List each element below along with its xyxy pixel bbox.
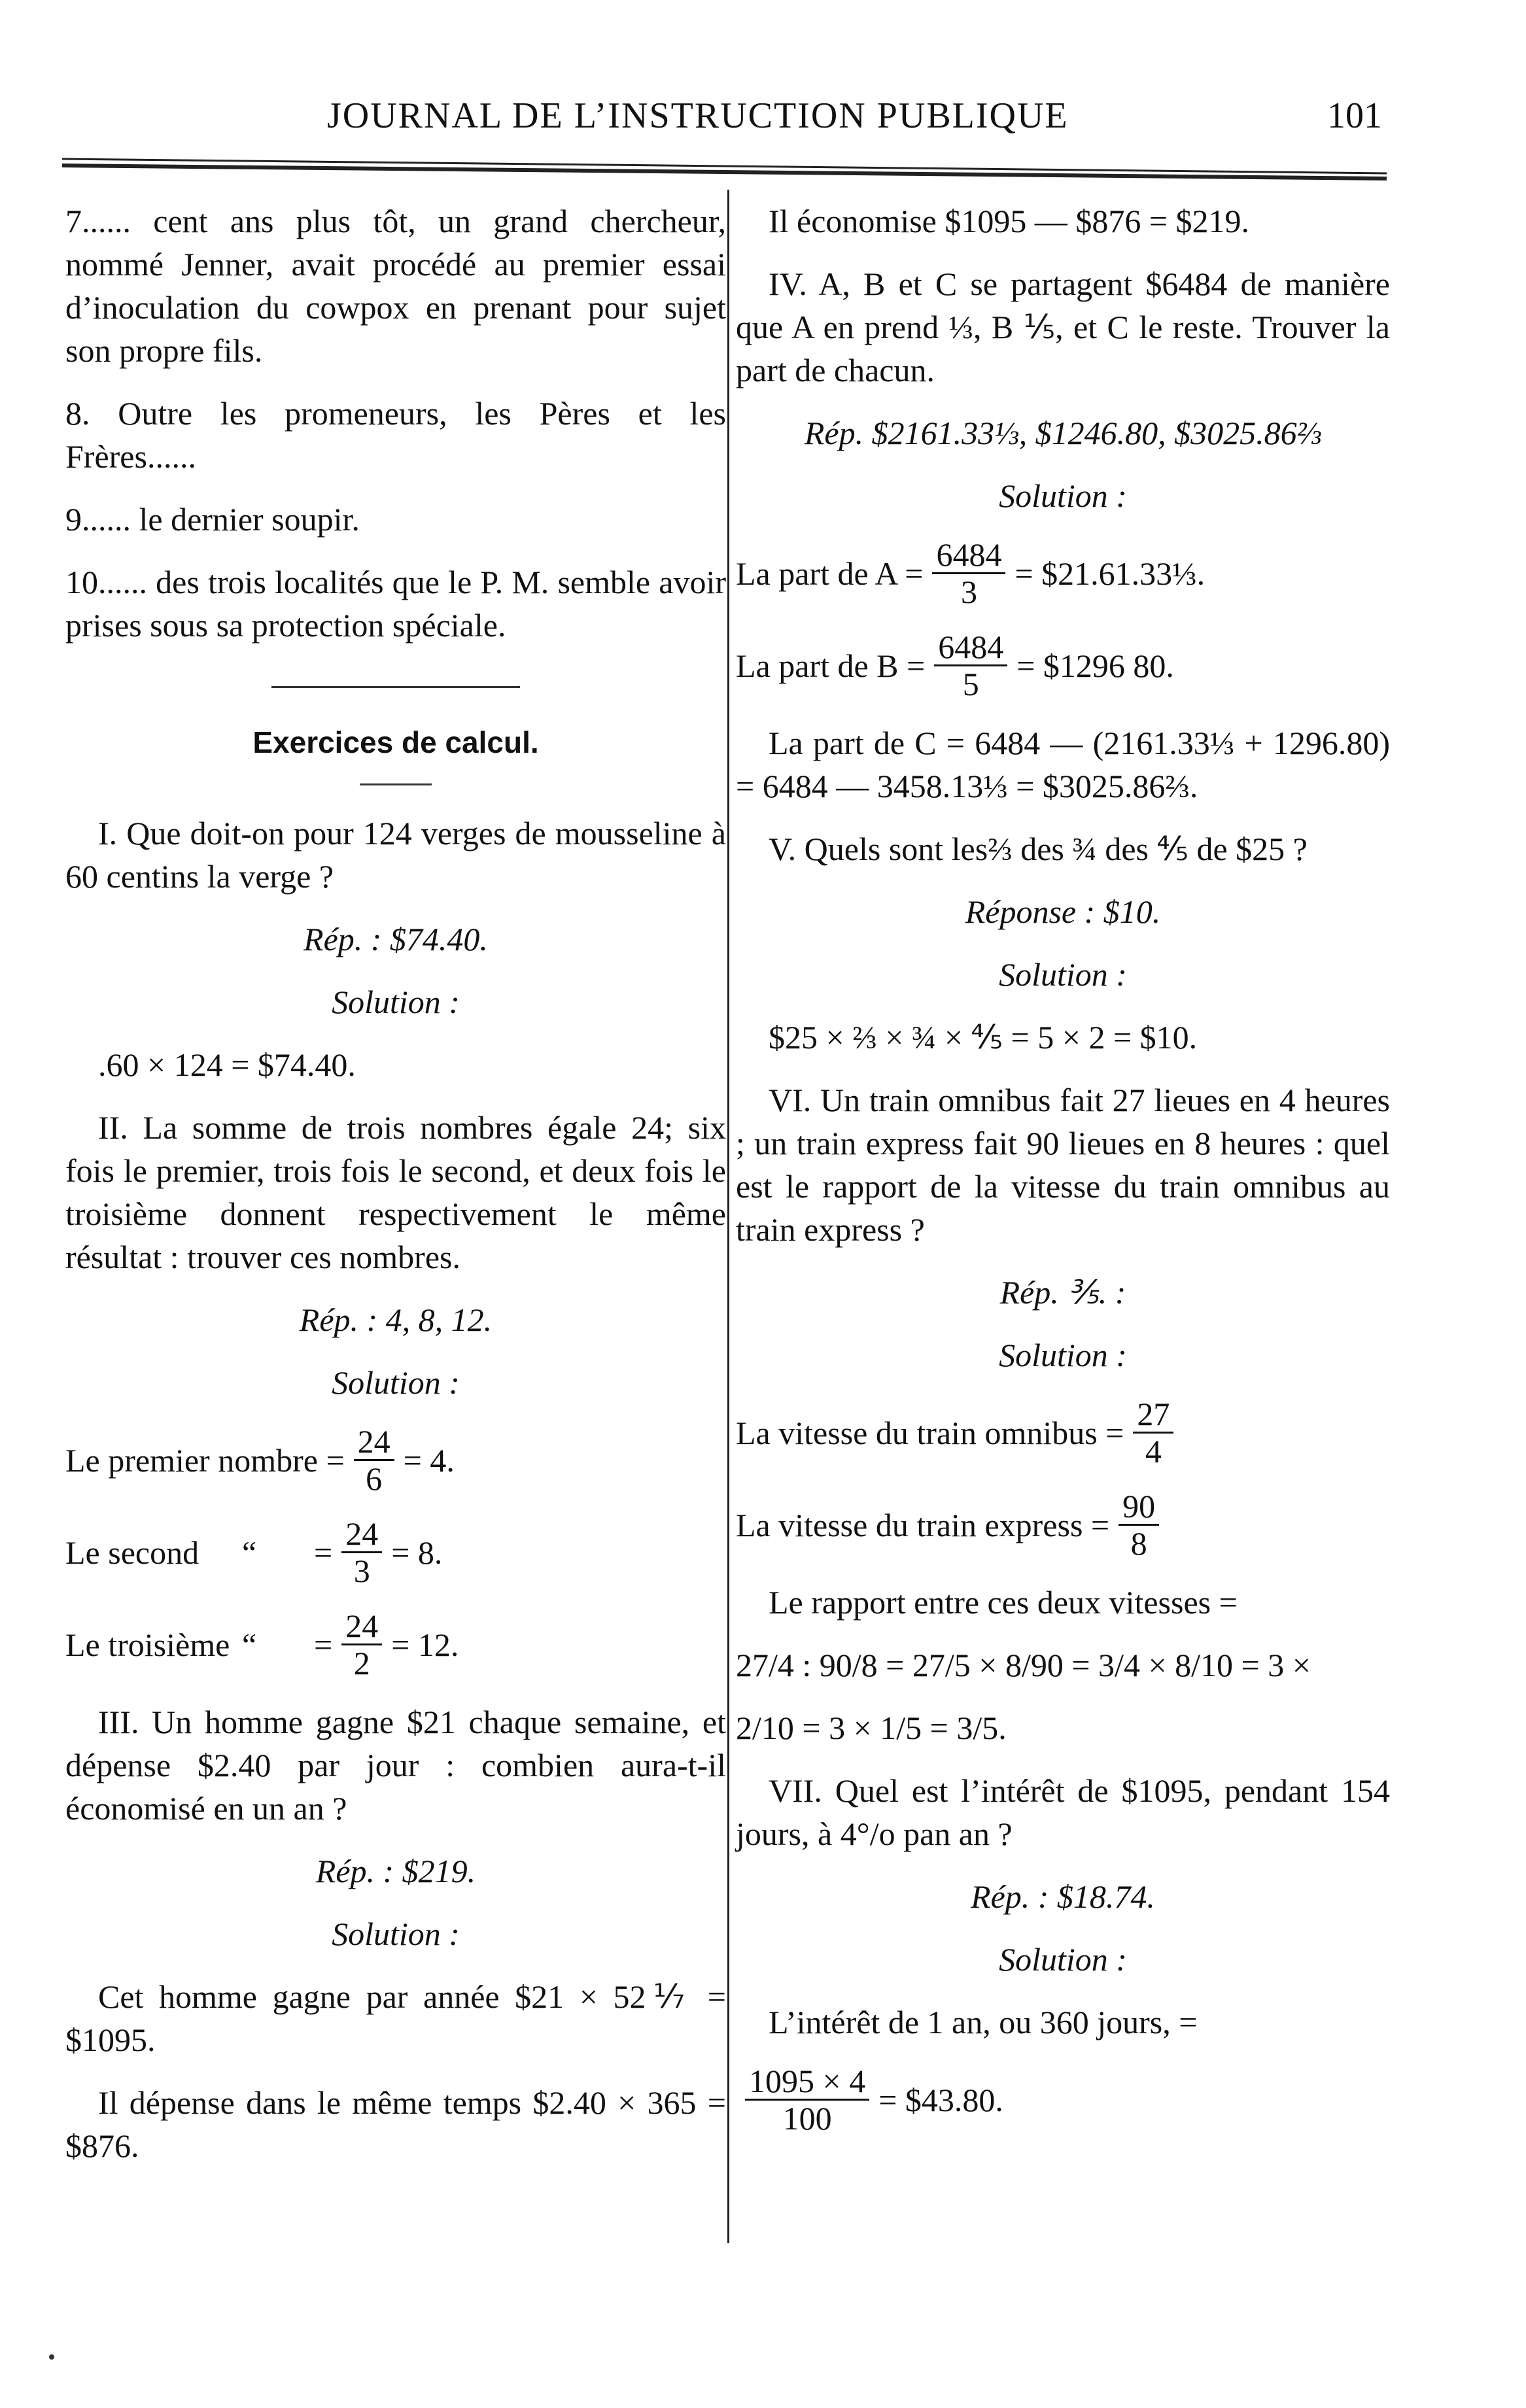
exercise-2-solution-label: Solution : (332, 1364, 460, 1401)
equation-label: La vitesse du train omnibus = (736, 1414, 1124, 1451)
exercise-5-solution-label: Solution : (999, 956, 1127, 993)
header-rules (62, 154, 1387, 186)
exercise-1-solution-label: Solution : (332, 984, 460, 1020)
equation-result: = $1296 80. (1016, 647, 1174, 684)
section-heading: Exercices de calcul. (252, 725, 539, 759)
fraction (932, 537, 1005, 610)
denominator: 100 (782, 2100, 832, 2137)
equation-label: La part de B = (736, 647, 926, 684)
heading-rule (360, 783, 432, 785)
numerator: 6484 (932, 537, 1005, 574)
column-divider (727, 190, 729, 2243)
numerator: 24 (354, 1424, 394, 1461)
equation-part-c: La part de C = 6484 — (2161.33⅓ + 1296.80) = 6484 — 3458.13⅓ = $3025.86⅔. (736, 725, 1390, 804)
answer-9: 9...... le dernier soupir. (65, 501, 360, 538)
equation-express-speed (736, 1488, 1390, 1561)
exercise-3-line-1: Cet homme gagne par année $21 × 52⅐ = $1095. (65, 1978, 726, 2058)
equation-label: La part de A = (736, 555, 924, 592)
answer-8: 8. Outre les promeneurs, les Pères et les Frères...... (65, 395, 726, 475)
numerator: 90 (1118, 1488, 1159, 1526)
equation-third-number (65, 1608, 726, 1681)
equation-label: La vitesse du train express = (736, 1506, 1110, 1543)
denominator: 3 (353, 1553, 370, 1589)
exercise-6: VI. Un train omnibus fait 27 lieues en 4 heures ; un train express fait 90 lieues en 8 heures : quel est le rapport de la vitesse du train omnibus au train express ? (736, 1082, 1390, 1248)
print-speck (49, 2354, 54, 2360)
equation-result: = 4. (403, 1441, 455, 1479)
numerator: 24 (341, 1608, 382, 1645)
exercise-2: II. La somme de trois nombres égale 24; six fois le premier, trois fois le second, et deux fois le troisième donnent respectivement le même résultat : trouver ces nombres. (65, 1109, 726, 1275)
exercise-3-solution-label: Solution : (332, 1916, 460, 1952)
running-header (0, 95, 1526, 147)
journal-title: JOURNAL DE L’INSTRUCTION PUBLIQUE (327, 95, 1069, 136)
speed-ratio-label: Le rapport entre ces deux vitesses = (769, 1584, 1238, 1621)
interest-label: L’intérêt de 1 an, ou 360 jours, = (769, 2004, 1198, 2040)
exercise-3: III. Un homme gagne $21 chaque semaine, et dépense $2.40 par jour : combien aura-t-il économisé en un an ? (65, 1704, 726, 1827)
fraction (1133, 1396, 1173, 1469)
answer-10: 10...... des trois localités que le P. M. semble avoir prises sous sa protection spéciale. (65, 564, 726, 644)
exercise-6-solution-label: Solution : (999, 1337, 1127, 1373)
exercise-4-answer: Rép. $2161.33⅓, $1246.80, $3025.86⅔ (804, 415, 1322, 451)
equation-result: = 8. (391, 1534, 443, 1571)
numerator: 24 (341, 1516, 382, 1553)
exercise-3-line-2: Il dépense dans le même temps $2.40 × 365 = $876. (65, 2084, 726, 2164)
exercise-4-solution-label: Solution : (999, 477, 1127, 514)
equation-result: = $21.61.33⅓. (1014, 555, 1205, 592)
exercise-6-answer: Rép. ⅗. : (999, 1274, 1126, 1311)
numerator: 1095 × 4 (745, 2063, 869, 2101)
left-column (65, 199, 726, 2187)
exercise-1-calculation: .60 × 124 = $74.40. (98, 1046, 356, 1083)
speed-ratio-line-2: 2/10 = 3 × 1/5 = 3/5. (736, 1710, 1007, 1746)
exercise-5-calculation: $25 × ⅔ × ¾ × ⅘ = 5 × 2 = $10. (769, 1019, 1198, 1056)
exercise-1-answer: Rép. : $74.40. (303, 921, 488, 957)
fraction (341, 1516, 382, 1589)
equation-label: Le premier nombre = (65, 1441, 345, 1479)
savings-result: Il économise $1095 — $876 = $219. (769, 203, 1250, 239)
denominator: 2 (353, 1645, 370, 1681)
equation-result: = 12. (391, 1626, 459, 1663)
equation-label: Le second (65, 1534, 199, 1571)
equation-part-a (736, 537, 1390, 610)
interest-equation (736, 2063, 1390, 2136)
exercise-7: VII. Quel est l’intérêt de $1095, pendant 154 jours, à 4°/o pan an ? (736, 1772, 1390, 1852)
fraction (354, 1424, 394, 1496)
equation-omnibus-speed (736, 1396, 1390, 1469)
exercise-2-answer: Rép. : 4, 8, 12. (299, 1301, 493, 1338)
numerator: 6484 (934, 629, 1007, 666)
fraction (341, 1608, 382, 1681)
ditto-mark: “ (242, 1534, 257, 1571)
exercise-7-answer: Rép. : $18.74. (971, 1878, 1155, 1915)
denominator: 6 (366, 1460, 383, 1497)
fraction (934, 629, 1007, 702)
exercise-1: I. Que doit-on pour 124 verges de mousseline à 60 centins la verge ? (65, 815, 726, 895)
denominator: 5 (962, 666, 979, 702)
equals-sign: = (314, 1626, 333, 1663)
denominator: 8 (1130, 1525, 1147, 1562)
exercise-7-solution-label: Solution : (999, 1941, 1127, 1978)
exercise-3-answer: Rép. : $219. (315, 1853, 476, 1889)
equation-first-number (65, 1424, 726, 1496)
answer-7: 7...... cent ans plus tôt, un grand chercheur, nommé Jenner, avait procédé au premier essai d’inoculation du cowpox en prenant pour sujet son propre fils. (65, 203, 726, 369)
ditto-mark: “ (242, 1626, 257, 1663)
equation-result: = $43.80. (878, 2081, 1003, 2118)
denominator: 3 (960, 574, 977, 610)
exercise-5: V. Quels sont les⅔ des ¾ des ⅘ de $25 ? (769, 831, 1308, 867)
denominator: 4 (1145, 1433, 1162, 1470)
section-separator (271, 686, 520, 688)
fraction (1118, 1488, 1159, 1561)
equation-second-number (65, 1516, 726, 1589)
numerator: 27 (1133, 1396, 1173, 1434)
speed-ratio-line-1: 27/4 : 90/8 = 27/5 × 8/90 = 3/4 × 8/10 = 3 × (736, 1647, 1311, 1683)
page-number: 101 (1327, 95, 1382, 136)
exercise-5-answer: Réponse : $10. (965, 893, 1161, 930)
equation-label: Le troisième (65, 1626, 230, 1663)
right-column (736, 199, 1390, 2156)
exercise-4: IV. A, B et C se partagent $6484 de manière que A en prend ⅓, B ⅕, et C le reste. Trouver la part de chacun. (736, 266, 1390, 388)
equation-part-b (736, 629, 1390, 702)
equals-sign: = (314, 1534, 333, 1571)
fraction (745, 2063, 869, 2136)
